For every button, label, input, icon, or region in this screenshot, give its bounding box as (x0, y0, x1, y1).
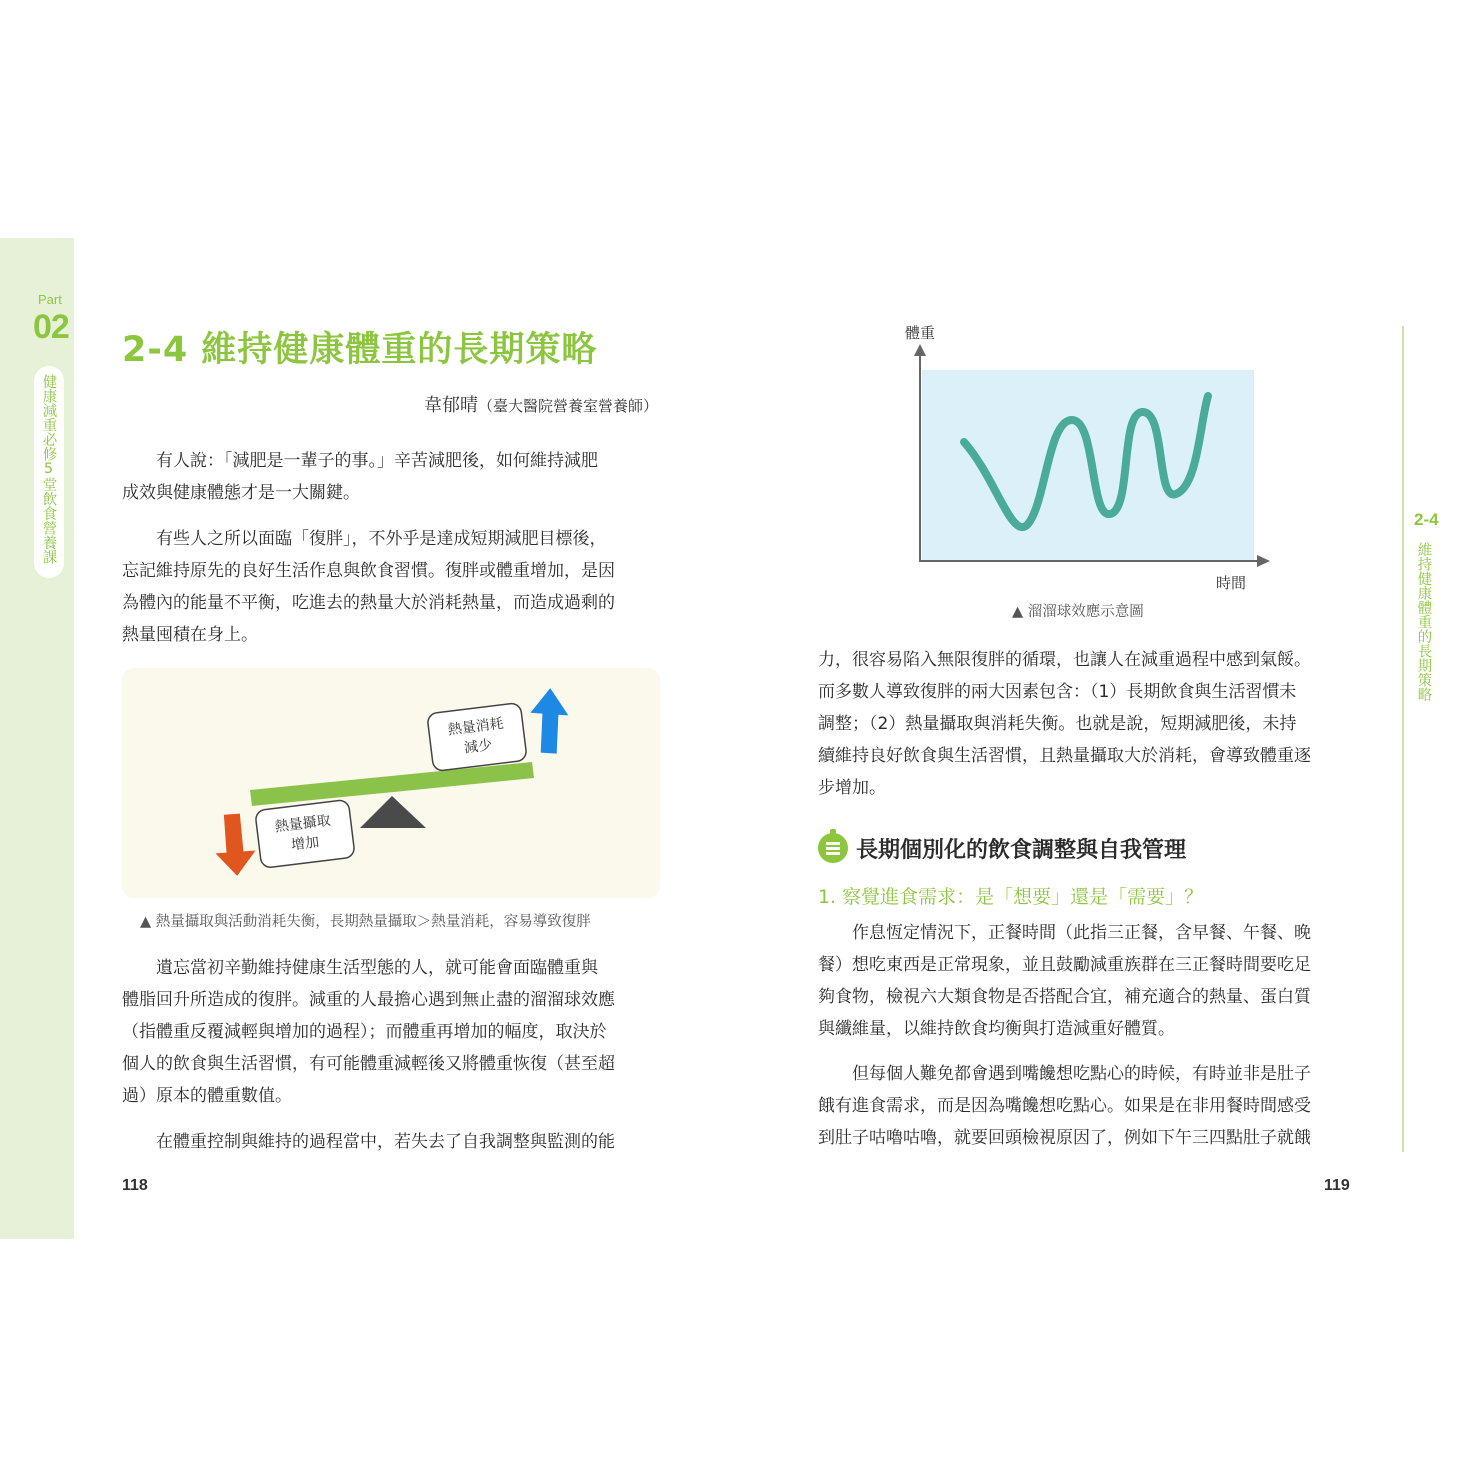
left-side-tab (0, 238, 74, 1239)
page-number-right: 119 (1324, 1177, 1350, 1194)
text-line: 過）原本的體重數值。 (122, 1086, 292, 1106)
yoyo-graph-svg (900, 342, 1280, 602)
stopwatch-list-icon (818, 833, 848, 863)
text-line: 成效與健康體態才是一大關鍵。 (122, 483, 360, 503)
text-line: 到肚子咕嚕咕嚕，就要回頭檢視原因了，例如下午三四點肚子就餓 (818, 1128, 1311, 1148)
text-line: 在體重控制與維持的過程當中，若失去了自我調整與監測的能 (122, 1132, 615, 1152)
section-title: 長期個別化的飲食調整與自我管理 (856, 837, 1187, 863)
label-energy-in (255, 799, 355, 868)
text-line: 餐）想吃東西是正常現象，並且鼓勵減重族群在三正餐時間要吃足 (818, 955, 1311, 975)
author-name: 韋郁晴 (424, 395, 478, 416)
seesaw-illustration (122, 668, 660, 898)
text-line: 個人的飲食與生活習慣，有可能體重減輕後又將體重恢復（甚至超 (122, 1054, 615, 1074)
text-line: 作息恆定情況下，正餐時間（此指三正餐，含早餐、午餐、晚 (818, 923, 1311, 943)
part-number: 02 (33, 308, 69, 346)
seesaw-caption: ▲ 熱量攝取與活動消耗失衡，長期熱量攝取＞熱量消耗，容易導致復胖 (140, 914, 591, 930)
text-line: 與纖維量，以維持飲食均衡與打造減重好體質。 (818, 1019, 1175, 1039)
chapter-title: 2-4 維持健康體重的長期策略 (122, 330, 598, 370)
label-energy-in-line2: 增加 (290, 834, 321, 854)
left-paragraph-1 (122, 445, 662, 509)
part-label: Part (38, 292, 62, 307)
yoyo-effect-graph (900, 322, 1280, 622)
text-line: 遺忘當初辛勤維持健康生活型態的人，就可能會面臨體重與 (122, 958, 598, 978)
right-paragraph-3 (818, 1058, 1358, 1154)
fulcrum-triangle (360, 796, 426, 828)
book-title: 健康減重必修5堂飲食營養課 (40, 374, 57, 564)
text-line: （指體重反覆減輕與增加的過程）；而體重再增加的幅度，取決於 (122, 1022, 607, 1042)
text-line: 為體內的能量不平衡，吃進去的熱量大於消耗熱量，而造成過剩的 (122, 593, 615, 613)
arrow-down-icon (213, 813, 257, 878)
book-spread (0, 238, 1478, 1239)
side-chapter-number: 2-4 (1414, 510, 1439, 529)
right-margin-rule (1402, 326, 1404, 1152)
text-line: 但每個人難免都會遇到嘴饞想吃點心的時候，有時並非是肚子 (818, 1064, 1311, 1084)
right-paragraph-1 (818, 644, 1358, 804)
label-energy-out-line2: 減少 (463, 737, 494, 757)
text-line: 有人說：「減肥是一輩子的事。」辛苦減肥後，如何維持減肥 (122, 451, 598, 471)
book-title-pill (34, 366, 64, 578)
y-axis-label: 體重 (905, 324, 936, 342)
text-line: 有些人之所以面臨「復胖」，不外乎是達成短期減肥目標後， (122, 529, 607, 549)
left-paragraph-2 (122, 523, 662, 651)
text-line: 續維持良好飲食與生活習慣，且熱量攝取大於消耗，會導致體重逐 (818, 746, 1311, 766)
y-axis-arrow-icon (914, 344, 926, 356)
side-chapter-title: 維持健康體重的長期策略 (1415, 542, 1432, 702)
label-energy-in-line1: 熱量攝取 (274, 812, 332, 836)
seesaw-figure (122, 668, 660, 898)
graph-caption: ▲ 溜溜球效應示意圖 (1012, 604, 1144, 620)
text-line: 夠食物，檢視六大類食物是否搭配合宜，補充適合的熱量、蛋白質 (818, 987, 1311, 1007)
text-line: 調整；（2）熱量攝取與消耗失衡。也就是說，短期減肥後，未持 (818, 714, 1297, 734)
author (424, 391, 658, 417)
left-paragraph-4 (122, 1126, 662, 1158)
label-energy-out-line1: 熱量消耗 (447, 715, 505, 739)
right-paragraph-2 (818, 917, 1358, 1045)
text-line: 體脂回升所造成的復胖。減重的人最擔心遇到無止盡的溜溜球效應 (122, 990, 615, 1010)
x-axis-arrow-icon (1257, 555, 1270, 567)
section-heading (818, 830, 1186, 866)
arrow-up-icon (528, 687, 570, 754)
text-line: 餓有進食需求，而是因為嘴饞想吃點心。如果是在非用餐時間感受 (818, 1096, 1311, 1116)
text-line: 力，很容易陷入無限復胖的循環，也讓人在減重過程中感到氣餒。 (818, 650, 1311, 670)
x-axis-label: 時間 (1216, 574, 1247, 592)
page-number-left: 118 (122, 1177, 148, 1194)
left-paragraph-3 (122, 952, 662, 1112)
author-affiliation: （臺大醫院營養室營養師） (478, 397, 659, 415)
text-line: 熱量囤積在身上。 (122, 625, 258, 645)
label-energy-out (427, 702, 527, 771)
text-line: 而多數人導致復胖的兩大因素包含：（1）長期飲食與生活習慣未 (818, 682, 1297, 702)
text-line: 忘記維持原先的良好生活作息與飲食習慣。復胖或體重增加，是因 (122, 561, 615, 581)
text-line: 步增加。 (818, 778, 886, 798)
sub-heading: 1. 察覺進食需求：是「想要」還是「需要」？ (818, 886, 1204, 908)
